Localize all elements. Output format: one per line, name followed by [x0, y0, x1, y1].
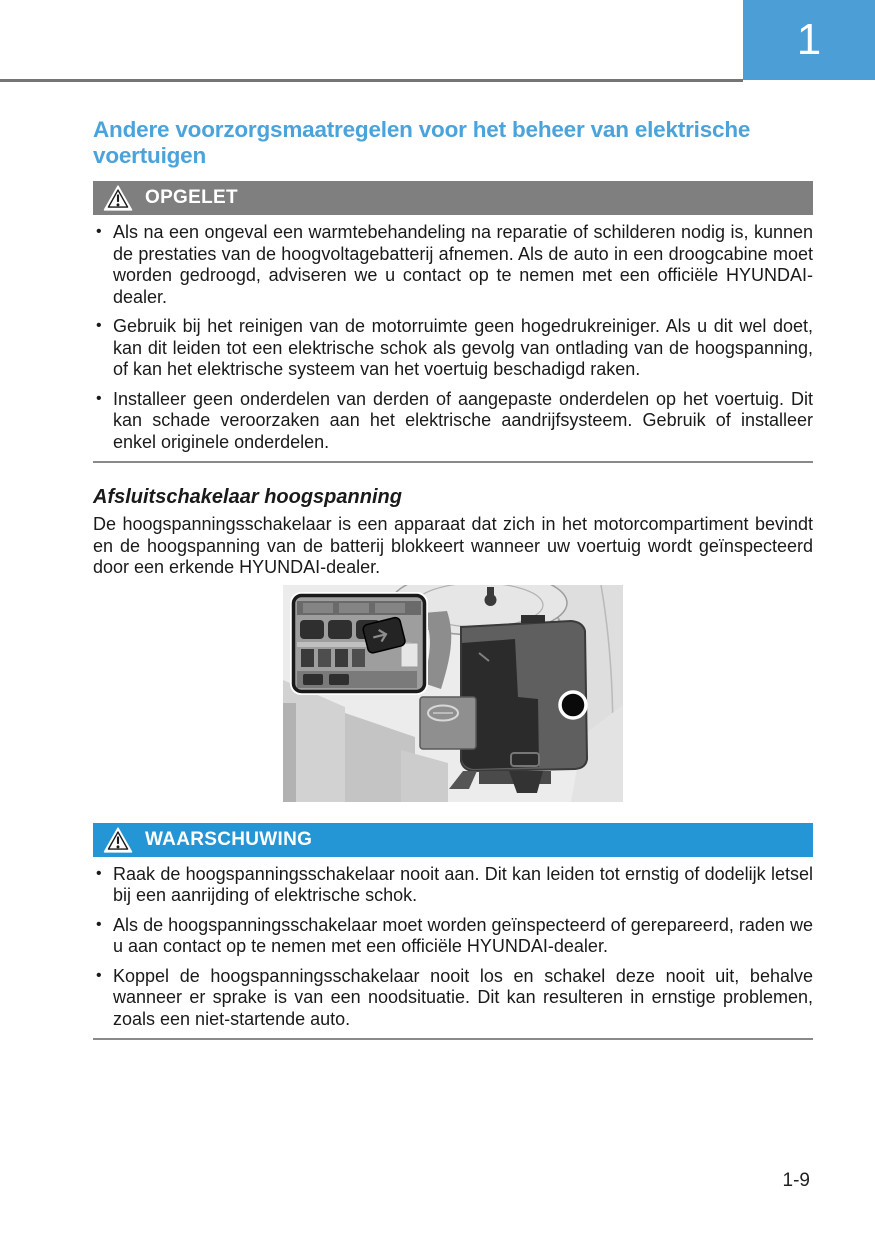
warning-bullet: • Raak de hoogspanningsschakelaar nooit aan. Dit kan leiden tot ernstig of dodelijk letsel bij een aanrijding of elektrische schok. — [93, 864, 813, 907]
warning-bullet: • Koppel de hoogspanningsschakelaar nooit los en schakel deze nooit uit, behalve wanneer er sprake is van een noodsituatie. Dit kan resulteren in ernstige problemen, zoals een niet-startende auto. — [93, 966, 813, 1031]
engine-bay-figure — [283, 585, 623, 802]
page-number: 1-9 — [782, 1170, 810, 1191]
warning-triangle-icon — [103, 827, 133, 853]
engine-bay-photo — [283, 585, 623, 802]
caution-bullet: • Gebruik bij het reinigen van de motorruimte geen hogedrukreiniger. Als u dit wel doet, kan dit leiden tot een elektrische schok als gevolg van ontlading van de hoogspanning, of kan het elektrische systeem van het voertuig beschadigd raken. — [93, 316, 813, 381]
caution-bullet: • Installeer geen onderdelen van derden of aangepaste onderdelen op het voertuig. Dit kan schade veroorzaken aan het elektrische aandrijfsysteem. Gebruik of installeer enkel originele onderdelen. — [93, 389, 813, 454]
warning-banner-label: WAARSCHUWING — [145, 828, 313, 850]
chapter-number: 1 — [796, 15, 822, 64]
caution-bullet-list — [93, 222, 813, 453]
warning-bullet-list — [93, 864, 813, 1031]
section-heading: Afsluitschakelaar hoogspanning — [93, 486, 402, 508]
caution-banner-label: OPGELET — [145, 187, 238, 208]
warning-bullet: • Als de hoogspanningsschakelaar moet worden geïnspecteerd of gerepareerd, raden we u aan contact op te nemen met een officiële HYUNDAI-dealer. — [93, 915, 813, 958]
caution-bullet: • Als na een ongeval een warmtebehandeling na reparatie of schilderen nodig is, kunnen de prestaties van de hoogvoltagebatterij afnemen. Als de auto in een droogcabine moet worden gedroogd, adviseren we u contact op te nemen met een officiële HYUNDAI-dealer. — [93, 222, 813, 308]
page-content — [93, 117, 813, 1040]
page-title: Andere voorzorgsmaatregelen voor het beheer van elektrische voertuigen — [93, 117, 751, 168]
warning-banner — [93, 823, 813, 857]
section-divider — [93, 461, 813, 463]
section-body: De hoogspanningsschakelaar is een apparaat dat zich in het motorcompartiment bevindt en de hoogspanning van de batterij blokkeert wanneer uw voertuig wordt geïnspecteerd door een erkende HYUNDAI-dealer. — [93, 514, 813, 577]
section-divider — [93, 1038, 813, 1040]
caution-banner — [93, 181, 813, 215]
header-rule — [0, 79, 743, 82]
warning-triangle-icon — [103, 185, 133, 211]
chapter-number-tab — [743, 0, 875, 80]
